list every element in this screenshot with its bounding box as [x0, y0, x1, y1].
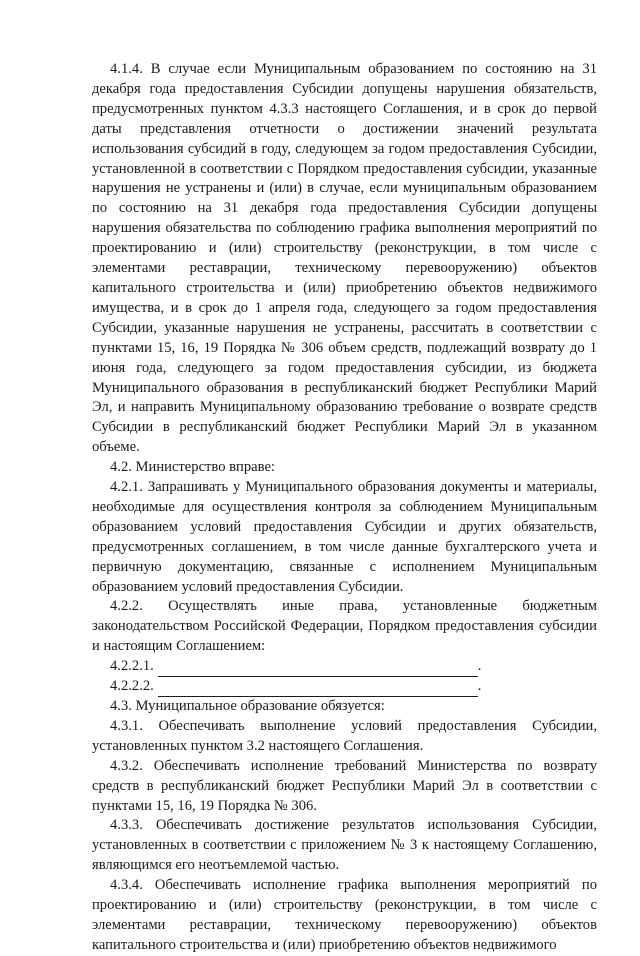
paragraph-4-3: 4.3. Муниципальное образование обязуется: — [110, 698, 385, 714]
fill-line-end: . — [477, 658, 482, 675]
fill-line-number: 4.2.2.2. — [110, 678, 154, 695]
paragraph-4-3-1: 4.3.1. Обеспечивать выполнение условий предоставления Субсидии, установленных пунктом 3.2 настоящего Соглашения. — [92, 717, 597, 754]
paragraph-4-2-1: 4.2.1. Запрашивать у Муниципального образования документы и материалы, необходимые для осуществления контроля за соблюдением Муниципальным образованием условий предоставления Субсидии и других обязательств, предусмотренных соглашением, в том числе данные бухгалтерского учета и первичную документацию, связанные с исполнением Муниципальным образованием условий предоставления Субсидии. — [92, 479, 597, 595]
blank-underline — [158, 663, 478, 677]
fill-line-4-2-2-2 — [92, 677, 597, 697]
paragraph-4-1-4: 4.1.4. В случае если Муниципальным образованием по состоянию на 31 декабря года предоставления Субсидии допущены нарушения обязательств, предусмотренных пунктом 4.3.3 настоящего Соглашения, и в срок до первой даты представления отчетности о достижении значений результата использования субсидий в году, следующем за годом предоставления Субсидии, установленной в соответствии с Порядком предоставления субсидии, указанные нарушения не устранены и (или) в случае, если муниципальным образованием по состоянию на 31 декабря года предоставления Субсидии допущены нарушения обязательства по соблюдению графика выполнения мероприятий по проектированию и (или) строительству (реконструкции, в том числе с элементами реставрации, техническому перевооружению) объектов капитального строительства и (или) приобретению объектов недвижимого имущества, и в срок до 1 апреля года, следующего за годом предоставления Субсидии, указанные нарушения не устранены, рассчитать в соответствии с пунктами 15, 16, 19 Порядка № 306 объем средств, подлежащий возврату до 1 июня года, следующего за годом предоставления субсидии, из бюджета Муниципального образования в республиканский бюджет Республики Марий Эл, и направить Муниципальному образованию требование о возврате средств Субсидии в республиканский бюджет Республики Марий Эл в указанном объеме. — [92, 61, 597, 456]
paragraph-4-3-3: 4.3.3. Обеспечивать достижение результатов использования Субсидии, установленных в соответствии с приложением № 3 к настоящему Соглашению, являющимся его неотъемлемой частью. — [92, 817, 597, 874]
fill-line-end: . — [477, 678, 482, 695]
fill-line-number: 4.2.2.1. — [110, 658, 154, 675]
fill-line-4-2-2-1 — [92, 657, 597, 677]
blank-underline — [158, 683, 478, 697]
paragraph-4-3-4: 4.3.4. Обеспечивать исполнение графика выполнения мероприятий по проектированию и (или) строительству (реконструкции, в том числе с элементами реставрации, техническому перевооружению) объектов капитального строительства и (или) приобретению объектов недвижимого — [92, 877, 597, 953]
document-page — [92, 60, 597, 956]
paragraph-4-3-2: 4.3.2. Обеспечивать исполнение требований Министерства по возврату средств в республиканский бюджет Республики Марий Эл в соответствии с пунктами 15, 16, 19 Порядка № 306. — [92, 757, 597, 814]
paragraph-4-2-2: 4.2.2. Осуществлять иные права, установленные бюджетным законодательством Российской Федерации, Порядком предоставления субсидии и настоящим Соглашением: — [92, 598, 597, 655]
paragraph-4-2: 4.2. Министерство вправе: — [110, 459, 275, 476]
